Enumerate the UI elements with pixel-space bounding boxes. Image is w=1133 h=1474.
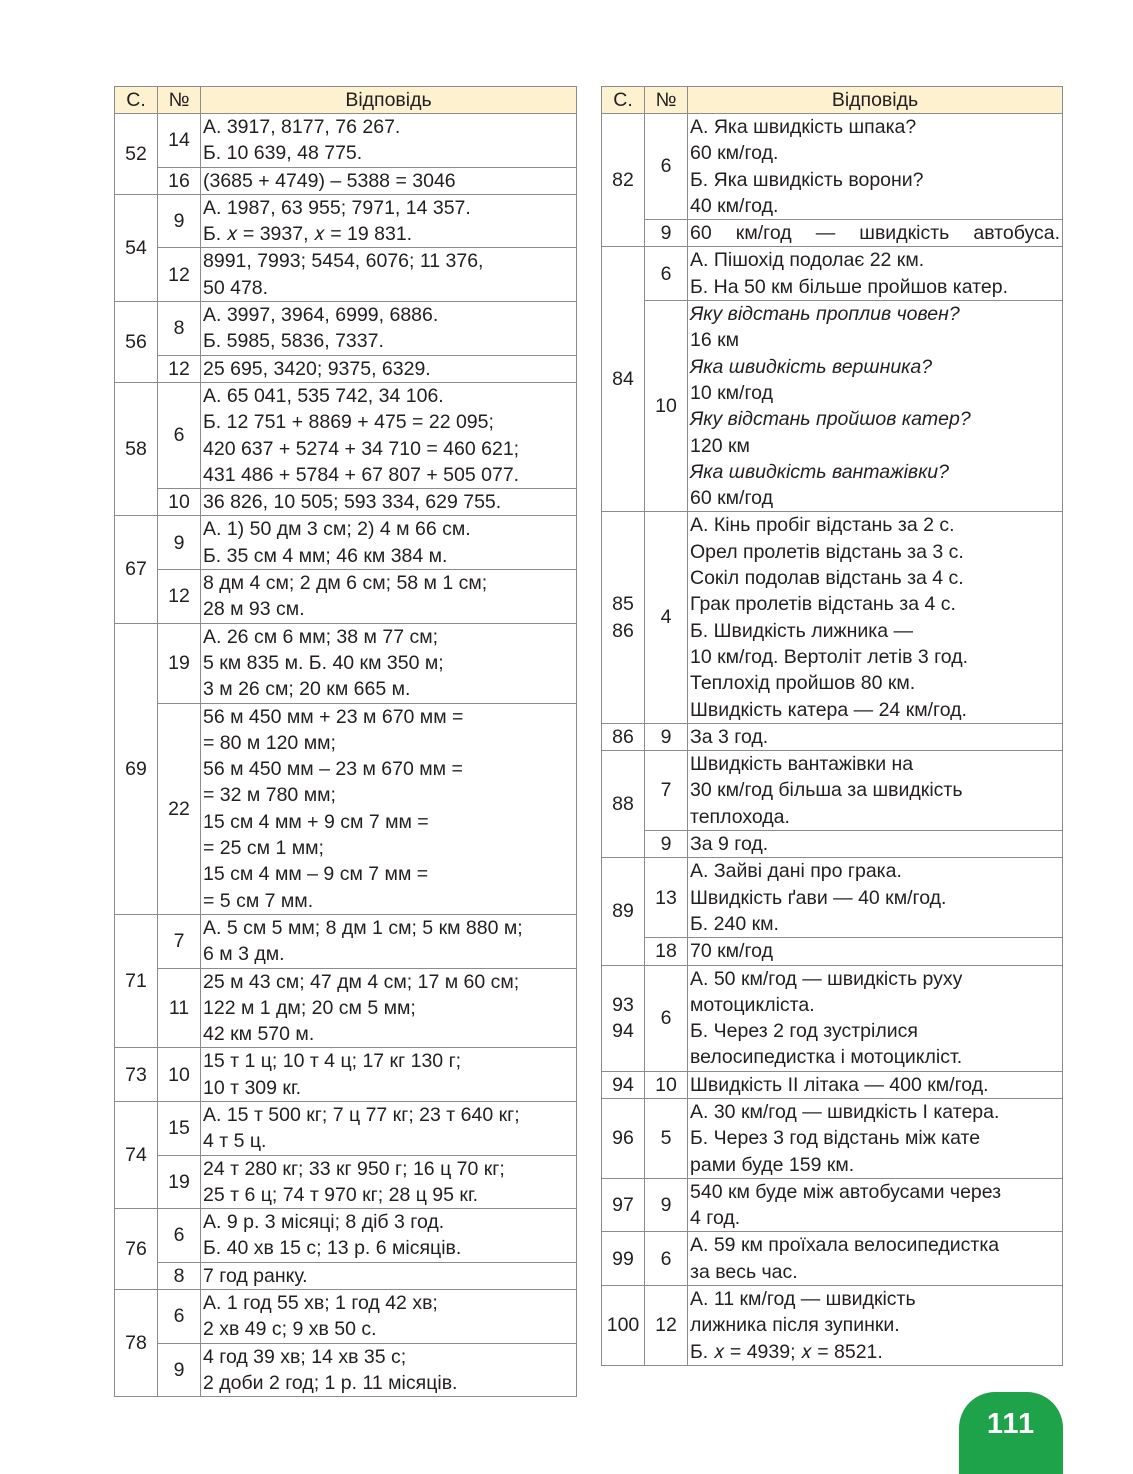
answer-cell [201,914,577,968]
answer-cell [688,1178,1063,1232]
answer-cell [201,382,577,488]
table-row [115,1290,577,1344]
page-cell [602,1178,645,1232]
task-number-cell: 10 [645,1071,688,1098]
task-number-cell: 19 [158,1155,201,1209]
answer-line: А. 26 см 6 мм; 38 м 77 см; [203,625,439,648]
page-cell [115,1048,158,1102]
answer-line: Б. 12 751 + 8869 + 475 = 22 095; [203,411,494,434]
answer-line: А. Пішохід подолає 22 км. [690,249,925,272]
table-row [115,114,577,168]
page-number-text: 54 [125,236,147,259]
answer-line: Швидкість ґави — 40 км/год. [690,886,947,909]
page-cell [602,114,645,247]
answer-line: = 25 см 1 мм; [203,837,324,860]
task-number-cell: 19 [158,623,201,703]
table-row [602,247,1063,301]
answer-line: 7 год ранку. [203,1264,308,1287]
task-number-cell: 4 [645,512,688,723]
table-row [115,703,577,914]
page-number-text: 82 [612,169,634,192]
answer-line: Б. 10 639, 48 775. [203,142,363,165]
answer-line: А. 11 км/год — швидкість [690,1288,916,1311]
page-number-text: 73 [125,1063,147,1086]
answer-line: Яка швидкість вантажівки? [690,460,949,483]
answer-cell [201,623,577,703]
answer-line: Б. 𝑥 = 4939; 𝑥 = 8521. [690,1340,883,1363]
table-row [115,194,577,248]
answer-line: Яка швидкість вершника? [690,355,933,378]
answer-cell [688,1071,1063,1098]
answer-line: А. 1 год 55 хв; 1 год 42 хв; [203,1292,438,1315]
page-number-text: 96 [612,1127,634,1150]
table-row [602,723,1063,750]
answer-cell [688,1098,1063,1178]
page-number-text: 58 [125,438,147,461]
task-number-cell: 6 [645,1232,688,1286]
answer-line: (3685 + 4749) – 5388 = 3046 [203,169,456,192]
page-number-text: 69 [125,757,147,780]
table-row [602,1178,1063,1232]
answer-line: 25 695, 3420; 9375, 6329. [203,357,431,380]
answer-line: А. 3917, 8177, 76 267. [203,116,401,138]
table-row [115,489,577,516]
answer-line: А. Зайві дані про грака. [690,860,902,883]
page-cell [602,858,645,965]
table-row [115,914,577,968]
page-number: 111 [986,1408,1036,1440]
task-number-cell: 9 [645,831,688,858]
task-number-cell: 9 [158,1343,201,1397]
page-cell [602,512,645,723]
table-row [115,382,577,488]
task-number-cell: 9 [645,220,688,247]
answer-line: А. 3997, 3964, 6999, 6886. [203,304,439,327]
table-row [115,355,577,382]
answer-cell [688,723,1063,750]
answer-line: Б. На 50 км більше пройшов катер. [690,275,1008,298]
page-cell [602,1098,645,1178]
answer-line: 3 м 26 см; 20 км 665 м. [203,678,411,701]
table-row [602,965,1063,1071]
page-number-text: 78 [125,1332,147,1354]
task-number-cell: 6 [158,1290,201,1344]
answer-line: лижника після зупинки. [690,1314,900,1337]
answer-line: 30 км/год більша за швидкість [690,779,963,802]
page-number-text: 89 [612,900,634,923]
page-cell [602,723,645,750]
answer-line: Б. 35 см 4 мм; 46 км 384 м. [203,544,448,567]
answer-cell [201,1155,577,1209]
answer-line: 56 м 450 мм – 23 м 670 мм = [203,758,463,781]
answer-line: Б. Швидкість лижника — [690,619,913,642]
answer-line: А. Яка швидкість шпака? [690,116,917,138]
page-number-text: 100 [606,1314,640,1337]
page-cell [115,623,158,914]
task-number-cell: 16 [158,167,201,194]
answer-line: А. 59 км проїхала велосипедистка [690,1234,1000,1257]
answer-cell [201,1343,577,1397]
page-cell [115,1209,158,1290]
answer-line: А. Кінь пробіг відстань за 2 с. [690,514,955,537]
answer-cell [201,516,577,570]
answer-line: Яку відстань проплив човен? [690,303,960,326]
table-row [602,858,1063,938]
answer-line: 25 м 43 см; 47 дм 4 см; 17 м 60 см; [203,970,520,993]
page-cell [602,1071,645,1098]
answer-line: Б. Яка швидкість ворони? [690,168,924,191]
answer-line: 120 км [690,434,750,457]
page-cell [115,914,158,1047]
answer-line: Б. 𝑥 = 3937, 𝑥 = 19 831. [203,223,413,246]
task-number-cell: 9 [158,194,201,248]
answer-line: 28 м 93 см. [203,598,305,621]
table-row [115,1209,577,1263]
answer-line: велосипедистка і мотоцикліст. [690,1046,963,1069]
col-header-number: № [645,87,688,114]
task-number-cell: 10 [158,489,201,516]
answer-line: 10 т 309 кг. [203,1076,302,1099]
answer-line: 5 км 835 м. Б. 40 км 350 м; [203,651,444,674]
answer-cell [201,703,577,914]
page-number-text: 94 [612,1073,634,1096]
answer-line: Б. 5985, 5836, 7337. [203,330,384,353]
task-number-cell: 8 [158,302,201,356]
answer-line: 24 т 280 кг; 33 кг 950 г; 16 ц 70 кг; [203,1157,505,1180]
answer-cell [201,194,577,248]
task-number-cell: 10 [158,1048,201,1102]
answer-cell [201,968,577,1048]
answer-line: Орел пролетів відстань за 3 с. [690,540,964,563]
answer-line: А. 5 см 5 мм; 8 дм 1 см; 5 км 880 м; [203,916,523,939]
answer-line: 10 км/год. Вертоліт летів 3 год. [690,645,969,668]
answer-line: 10 км/год [690,381,773,404]
answer-line: 16 км [690,329,740,352]
task-number-cell: 15 [158,1101,201,1155]
col-header-number: № [158,87,201,114]
answer-line: Швидкість вантажівки на [690,753,914,776]
table-row [602,1286,1063,1366]
table-row [115,302,577,356]
page-number-text: 97 [612,1194,634,1217]
page-number-text: 86 [612,619,634,642]
table-row [602,1232,1063,1286]
table-row [602,938,1063,965]
answer-line: Б. 40 хв 15 с; 13 р. 6 місяців. [203,1237,462,1260]
table-row [115,968,577,1048]
task-number-cell: 18 [645,938,688,965]
answer-line: теплохода. [690,805,790,828]
page-number-text: 76 [125,1237,147,1260]
answer-cell [201,248,577,302]
table-row [602,1071,1063,1098]
task-number-cell: 9 [645,1178,688,1232]
task-number-cell: 12 [158,248,201,302]
answer-line: = 32 м 780 мм; [203,784,336,807]
answer-line: 4 год 39 хв; 14 хв 35 с; [203,1345,407,1368]
answer-line: А. 9 р. 3 місяці; 8 діб 3 год. [203,1211,445,1234]
task-number-cell: 14 [158,114,201,168]
page-cell [602,751,645,858]
task-number-cell: 6 [645,965,688,1071]
col-header-answer: Відповідь [201,87,577,114]
page-number-text: 85 [612,593,634,616]
answers-table-right [601,86,1063,1366]
answer-line: Швидкість катера — 24 км/год. [690,698,967,721]
answer-cell [201,355,577,382]
answer-cell [688,1286,1063,1366]
task-number-cell: 6 [158,1209,201,1263]
task-number-cell: 9 [158,516,201,570]
page-cell [602,1286,645,1366]
answers-table-left [114,86,577,1397]
table-row [602,1098,1063,1178]
task-number-cell: 22 [158,703,201,914]
page-number-text: 88 [612,793,634,816]
table-row [602,301,1063,512]
page-number-text: 56 [125,330,147,353]
answer-line: 70 км/год [690,940,773,963]
task-number-cell: 5 [645,1098,688,1178]
page-cell [115,1290,158,1397]
answer-cell [201,1209,577,1263]
answer-line: 4 год. [690,1207,741,1230]
answer-line: А. 50 км/год — швидкість руху [690,967,963,990]
task-number-cell: 8 [158,1262,201,1289]
answer-line: Грак пролетів відстань за 4 с. [690,593,956,616]
answer-line: 40 км/год. [690,194,779,217]
answer-line: 15 т 1 ц; 10 т 4 ц; 17 кг 130 г; [203,1050,462,1073]
page-cell [115,382,158,515]
answer-line: за весь час. [690,1260,798,1283]
answer-cell [688,751,1063,831]
table-row [115,1101,577,1155]
answer-cell [201,167,577,194]
task-number-cell: 13 [645,858,688,938]
answer-line: 60 км/год. [690,142,779,165]
answer-cell [688,301,1063,512]
answer-line: 8991, 7993; 5454, 6076; 11 376, [203,250,484,273]
answer-line: 8 дм 4 см; 2 дм 6 см; 58 м 1 см; [203,572,488,595]
answer-line: 6 м 3 дм. [203,943,285,966]
page-cell [602,965,645,1071]
task-number-cell: 6 [645,114,688,220]
table-row [602,220,1063,247]
col-header-page: С. [115,87,158,114]
task-number-cell: 6 [158,382,201,488]
answer-line: Теплохід пройшов 80 км. [690,672,916,695]
answer-cell [201,1101,577,1155]
table-row [602,751,1063,831]
answer-cell [688,512,1063,723]
task-number-cell: 12 [158,570,201,624]
answer-line: 50 478. [203,276,269,299]
page-cell [115,516,158,623]
answer-cell [688,247,1063,301]
page-number-text: 93 [612,993,634,1016]
page-number-text: 84 [612,368,634,391]
page-cell [115,1101,158,1208]
answer-cell [201,1262,577,1289]
answer-cell [688,220,1063,247]
table-row [115,167,577,194]
answer-cell [688,965,1063,1071]
answer-line: Б. Через 2 год зустрілися [690,1020,918,1043]
answer-line: мотоцикліста. [690,993,815,1016]
answer-line: 2 хв 49 с; 9 хв 50 с. [203,1318,377,1341]
page-number-text: 52 [125,142,147,165]
answer-cell [688,114,1063,220]
table-row [602,114,1063,220]
task-number-cell: 9 [645,723,688,750]
page-cell [115,114,158,195]
page-number-text: 74 [125,1143,147,1166]
answer-line: А. 15 т 500 кг; 7 ц 77 кг; 23 т 640 кг; [203,1103,520,1126]
table-header [602,87,1063,114]
page-cell [602,1232,645,1286]
col-header-page: С. [602,87,645,114]
answer-line: Швидкість ІІ літака — 400 км/год. [690,1073,989,1096]
answer-line: За 9 год. [690,833,769,856]
answer-line: А. 65 041, 535 742, 34 106. [203,384,444,407]
answer-line: = 5 см 7 мм. [203,889,314,912]
table-row [115,570,577,624]
table-row [115,516,577,570]
answer-line: 56 м 450 мм + 23 м 670 мм = [203,705,464,728]
answer-line: рами буде 159 км. [690,1153,855,1176]
table-row [602,831,1063,858]
task-number-cell: 12 [645,1286,688,1366]
answer-line: 420 637 + 5274 + 34 710 = 460 621; [203,437,520,460]
task-number-cell: 6 [645,247,688,301]
answer-line: 2 доби 2 год; 1 р. 11 місяців. [203,1371,458,1394]
table-row [115,1155,577,1209]
table-row [115,623,577,703]
task-number-cell: 7 [645,751,688,831]
page-cell [115,302,158,383]
answer-line: 540 км буде між автобусами через [690,1180,1002,1203]
answer-line: 122 м 1 дм; 20 см 5 мм; [203,996,416,1019]
page-cell [602,247,645,512]
table-row [115,1343,577,1397]
answer-line: Б. Через 3 год відстань між кате [690,1127,981,1150]
answer-line: 42 км 570 м. [203,1023,315,1046]
answer-cell [688,831,1063,858]
answer-line: А. 1) 50 дм 3 см; 2) 4 м 66 см. [203,518,471,541]
answer-line: Б. 240 км. [690,912,779,935]
answer-cell [688,858,1063,938]
page-cell [115,194,158,301]
answer-line: 60 км/год [690,487,773,510]
table-header [115,87,577,114]
table-row [602,512,1063,723]
page-number-text: 99 [612,1247,634,1270]
answer-line: 60 км/год — швидкість автобуса. [690,222,1060,245]
task-number-cell: 10 [645,301,688,512]
task-number-cell: 12 [158,355,201,382]
answer-line: 431 486 + 5784 + 67 807 + 505 077. [203,463,520,486]
page-number-text: 71 [125,970,147,992]
task-number-cell: 11 [158,968,201,1048]
answer-cell [688,938,1063,965]
task-number-cell: 7 [158,914,201,968]
table-row [115,1048,577,1102]
answer-line: За 3 год. [690,725,769,748]
answer-cell [201,489,577,516]
page-number-text: 67 [125,558,147,581]
answer-line: Сокіл подолав відстань за 4 с. [690,567,964,590]
answer-cell [201,570,577,624]
answer-cell [688,1232,1063,1286]
table-row [115,1262,577,1289]
answer-line: 4 т 5 ц. [203,1130,267,1153]
page-number-badge [959,1392,1063,1474]
col-header-answer: Відповідь [688,87,1063,114]
answer-cell [201,1048,577,1102]
answer-cell [201,1290,577,1344]
table-row [115,248,577,302]
answer-line: 15 см 4 мм – 9 см 7 мм = [203,863,429,886]
answer-line: 25 т 6 ц; 74 т 970 кг; 28 ц 95 кг. [203,1183,479,1206]
answer-line: = 80 м 120 мм; [203,731,336,754]
answer-cell [201,114,577,168]
answer-line: 36 826, 10 505; 593 334, 629 755. [203,491,502,514]
page-number-text: 86 [612,725,634,748]
answer-line: А. 1987, 63 955; 7971, 14 357. [203,196,471,219]
page-number-text: 94 [612,1020,634,1043]
answer-cell [201,302,577,356]
answer-line: А. 30 км/год — швидкість І катера. [690,1100,1000,1123]
answer-line: Яку відстань пройшов катер? [690,408,971,431]
answer-line: 15 см 4 мм + 9 см 7 мм = [203,810,429,833]
